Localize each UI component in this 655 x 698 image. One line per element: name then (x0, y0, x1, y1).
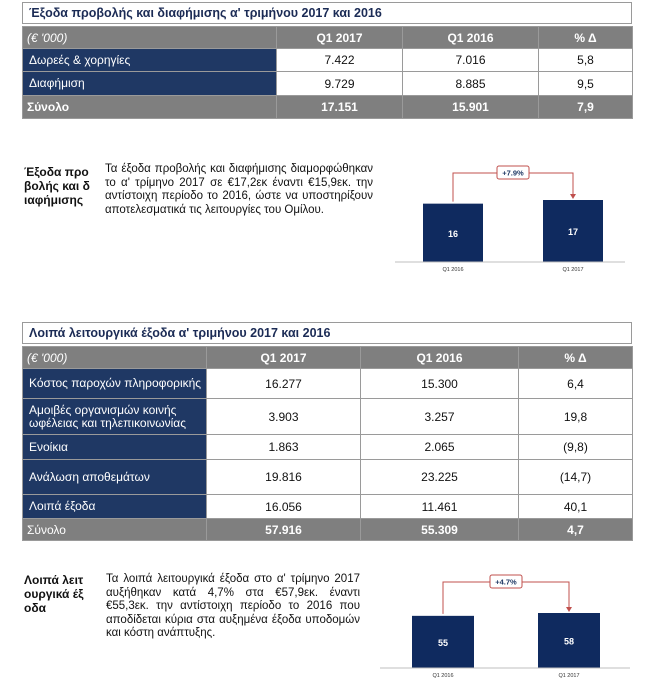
row-label: Αμοιβές οργανισμών κοινής ωφέλειας και τηλεπικοινωνίας (23, 399, 207, 435)
arrow-head-icon (566, 607, 572, 612)
cell-pct-change: 5,8 (539, 49, 633, 72)
cell-q1-2017: 7.422 (277, 49, 403, 72)
header-pct-change: % Δ (539, 27, 633, 49)
cell-pct-change: 6,4 (519, 369, 633, 399)
ad-expenses-table (22, 26, 633, 119)
section2-title: Λοιπά λειτουργικά έξοδα α' τριμήνου 2017 και 2016 (22, 322, 632, 344)
table-row (23, 369, 633, 399)
arrow-head-icon (570, 194, 576, 199)
ad-expenses-paragraph: Τα έξοδα προβολής και διαφήμισης διαμορφώθηκαν το α' τρίμηνο 2017 σε €17,2εκ έναντι €15,9εκ. την αντίστοιχη περίοδο το 2016, ώστε να υποστηρίξουν αποτελεσματικά τις λειτουργίες του Ομίλου. (105, 163, 373, 216)
table-row (23, 399, 633, 435)
cell-q1-2016: 23.225 (361, 460, 519, 495)
x-tick-label: Q1 2017 (558, 673, 580, 679)
change-annotation: +7.9% (502, 168, 524, 178)
cell-q1-2017: 9.729 (277, 72, 403, 96)
cell-pct-change: 19,8 (519, 399, 633, 435)
cell-q1-2016: 15.300 (361, 369, 519, 399)
bar-value-label: 16 (447, 228, 459, 239)
bar-value-label: 55 (437, 637, 449, 648)
total-q1-2017: 17.151 (277, 96, 403, 119)
total-pct-change: 4,7 (519, 519, 633, 541)
table-row (23, 49, 633, 72)
table-row (23, 72, 633, 96)
cell-q1-2017: 16.277 (207, 369, 361, 399)
ad-expenses-chart (395, 160, 625, 272)
other-expenses-paragraph: Τα λοιπά λειτουργικά έξοδα στο α' τρίμηνο 2017 αυξήθηκαν κατά 4,7% στα €57,9εκ. έναντι €55,3εκ. την αντίστοιχη περίοδο το 2016 που αποδίδεται κύρια στα αυξημένα έξοδα υποδομών και κόστη ανάπτυξης. (106, 573, 360, 639)
row-label: Διαφήμιση (23, 72, 277, 96)
total-pct-change: 7,9 (539, 96, 633, 119)
row-label: Λοιπά έξοδα (23, 495, 207, 519)
cell-q1-2016: 2.065 (361, 435, 519, 460)
cell-q1-2016: 11.461 (361, 495, 519, 519)
other-expenses-table (22, 346, 633, 541)
ad-expenses-side-label: Έξοδα προβολής και διαφήμισης (24, 165, 90, 207)
cell-pct-change: (14,7) (519, 460, 633, 495)
cell-pct-change: 40,1 (519, 495, 633, 519)
change-annotation: +4.7% (495, 577, 517, 587)
header-pct-change: % Δ (519, 347, 633, 369)
table-row (23, 495, 633, 519)
header-q1-2017: Q1 2017 (207, 347, 361, 369)
total-label: Σύνολο (23, 96, 277, 119)
x-tick-label: Q1 2016 (432, 673, 454, 679)
cell-q1-2016: 8.885 (403, 72, 539, 96)
cell-pct-change: (9,8) (519, 435, 633, 460)
cell-q1-2017: 1.863 (207, 435, 361, 460)
header-unit: (€ '000) (23, 27, 277, 49)
section1-title: Έξοδα προβολής και διαφήμισης α' τριμήνου 2017 και 2016 (22, 2, 632, 24)
row-label: Ανάλωση αποθεμάτων (23, 460, 207, 495)
total-q1-2017: 57.916 (207, 519, 361, 541)
cell-q1-2017: 19.816 (207, 460, 361, 495)
other-expenses-side-label: Λοιπά λειτουργικά έξοδα (24, 573, 84, 615)
row-label: Κόστος παροχών πληροφορικής (23, 369, 207, 399)
total-row (23, 96, 633, 119)
cell-pct-change: 9,5 (539, 72, 633, 96)
table-row (23, 460, 633, 495)
x-tick-label: Q1 2017 (562, 267, 584, 272)
bar-value-label: 17 (567, 227, 579, 237)
header-q1-2016: Q1 2016 (361, 347, 519, 369)
header-unit: (€ '000) (23, 347, 207, 369)
cell-q1-2016: 7.016 (403, 49, 539, 72)
total-row (23, 519, 633, 541)
table-row (23, 435, 633, 460)
cell-q1-2016: 3.257 (361, 399, 519, 435)
total-q1-2016: 15.901 (403, 96, 539, 119)
cell-q1-2017: 16.056 (207, 495, 361, 519)
total-q1-2016: 55.309 (361, 519, 519, 541)
row-label: Ενοίκια (23, 435, 207, 460)
cell-q1-2017: 3.903 (207, 399, 361, 435)
other-expenses-chart (380, 573, 630, 685)
row-label: Δωρεές & χορηγίες (23, 49, 277, 72)
header-q1-2017: Q1 2017 (277, 27, 403, 49)
header-q1-2016: Q1 2016 (403, 27, 539, 49)
bar-value-label: 58 (563, 636, 575, 647)
x-tick-label: Q1 2016 (442, 267, 464, 272)
total-label: Σύνολο (23, 519, 207, 541)
